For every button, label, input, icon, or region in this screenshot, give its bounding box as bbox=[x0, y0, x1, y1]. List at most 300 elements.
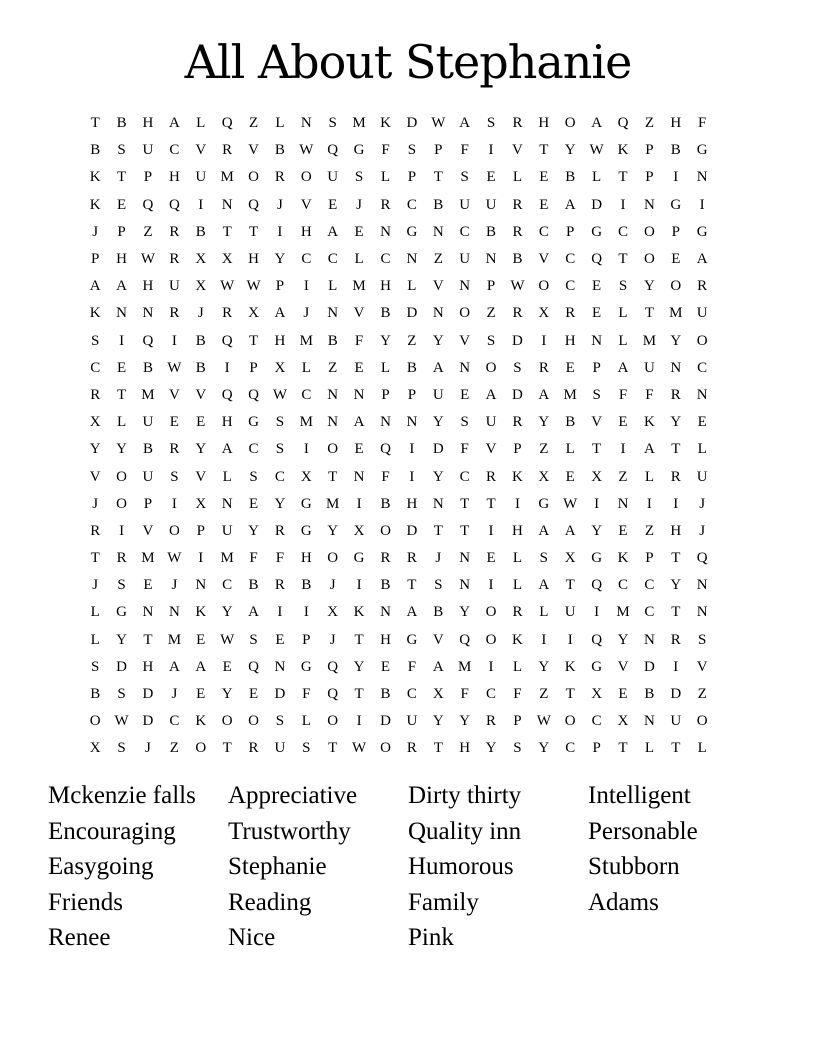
grid-cell[interactable]: X bbox=[591, 686, 603, 703]
grid-cell[interactable]: I bbox=[646, 495, 652, 512]
grid-cell[interactable]: A bbox=[168, 115, 180, 132]
grid-cell[interactable]: H bbox=[300, 223, 312, 240]
grid-cell[interactable]: O bbox=[327, 441, 339, 458]
grid-cell[interactable]: R bbox=[222, 305, 233, 322]
grid-cell[interactable]: C bbox=[565, 251, 576, 268]
grid-cell[interactable]: Z bbox=[644, 522, 654, 539]
grid-cell[interactable]: T bbox=[328, 468, 338, 485]
grid-cell[interactable]: N bbox=[459, 550, 471, 567]
grid-cell[interactable]: I bbox=[514, 495, 520, 512]
grid-cell[interactable]: Q bbox=[696, 550, 708, 567]
grid-cell[interactable]: W bbox=[510, 278, 525, 295]
grid-cell[interactable]: L bbox=[697, 441, 707, 458]
grid-cell[interactable]: V bbox=[538, 251, 550, 268]
grid-cell[interactable]: P bbox=[196, 522, 205, 539]
grid-cell[interactable]: L bbox=[354, 251, 364, 268]
grid-cell[interactable]: L bbox=[117, 414, 127, 431]
grid-cell[interactable]: Q bbox=[380, 441, 391, 458]
grid-cell[interactable]: Y bbox=[459, 604, 471, 621]
grid-cell[interactable]: I bbox=[277, 604, 283, 621]
grid-cell[interactable]: B bbox=[670, 142, 681, 159]
grid-cell[interactable]: J bbox=[197, 305, 204, 322]
grid-cell[interactable]: E bbox=[618, 686, 628, 703]
grid-cell[interactable]: F bbox=[460, 142, 469, 159]
grid-cell[interactable]: C bbox=[169, 713, 180, 730]
grid-cell[interactable]: P bbox=[513, 441, 522, 458]
grid-cell[interactable]: F bbox=[513, 686, 522, 703]
grid-cell[interactable]: K bbox=[195, 713, 207, 730]
grid-cell[interactable]: Q bbox=[327, 142, 339, 159]
grid-cell[interactable]: T bbox=[328, 740, 338, 757]
grid-cell[interactable]: E bbox=[539, 169, 549, 186]
grid-cell[interactable]: L bbox=[301, 713, 311, 730]
grid-cell[interactable]: S bbox=[539, 550, 548, 567]
grid-cell[interactable]: M bbox=[299, 414, 313, 431]
grid-cell[interactable]: R bbox=[512, 115, 523, 132]
grid-cell[interactable]: Y bbox=[538, 414, 550, 431]
grid-cell[interactable]: F bbox=[275, 550, 285, 567]
grid-cell[interactable]: R bbox=[565, 305, 576, 322]
grid-cell[interactable]: O bbox=[221, 713, 233, 730]
grid-cell[interactable]: E bbox=[196, 686, 206, 703]
grid-cell[interactable]: S bbox=[698, 631, 707, 648]
grid-cell[interactable]: C bbox=[406, 686, 417, 703]
grid-cell[interactable]: D bbox=[512, 332, 523, 349]
grid-cell[interactable]: C bbox=[248, 441, 259, 458]
grid-cell[interactable]: Q bbox=[142, 196, 154, 213]
grid-cell[interactable]: W bbox=[299, 142, 314, 159]
grid-cell[interactable]: Y bbox=[670, 577, 682, 594]
grid-cell[interactable]: P bbox=[117, 223, 126, 240]
grid-cell[interactable]: N bbox=[696, 604, 708, 621]
grid-cell[interactable]: M bbox=[563, 386, 577, 403]
grid-cell[interactable]: Y bbox=[617, 631, 629, 648]
grid-cell[interactable]: G bbox=[353, 142, 365, 159]
grid-cell[interactable]: B bbox=[380, 577, 391, 594]
grid-cell[interactable]: P bbox=[566, 223, 575, 240]
grid-cell[interactable]: B bbox=[380, 495, 391, 512]
grid-cell[interactable]: K bbox=[643, 414, 655, 431]
grid-cell[interactable]: Y bbox=[538, 658, 550, 675]
grid-cell[interactable]: N bbox=[221, 495, 233, 512]
grid-cell[interactable]: M bbox=[326, 495, 340, 512]
grid-cell[interactable]: E bbox=[671, 251, 681, 268]
grid-cell[interactable]: L bbox=[618, 305, 628, 322]
grid-cell[interactable]: P bbox=[434, 142, 443, 159]
grid-cell[interactable]: A bbox=[538, 386, 550, 403]
grid-cell[interactable]: U bbox=[696, 305, 708, 322]
grid-cell[interactable]: B bbox=[433, 196, 444, 213]
grid-cell[interactable]: F bbox=[698, 115, 707, 132]
grid-cell[interactable]: Q bbox=[327, 686, 339, 703]
grid-cell[interactable]: I bbox=[303, 278, 309, 295]
grid-cell[interactable]: Z bbox=[486, 305, 496, 322]
grid-cell[interactable]: I bbox=[673, 169, 679, 186]
grid-cell[interactable]: G bbox=[353, 550, 365, 567]
grid-cell[interactable]: P bbox=[592, 740, 601, 757]
grid-cell[interactable]: E bbox=[169, 414, 179, 431]
grid-cell[interactable]: I bbox=[541, 631, 547, 648]
grid-cell[interactable]: U bbox=[485, 414, 497, 431]
grid-cell[interactable]: A bbox=[221, 441, 233, 458]
grid-cell[interactable]: U bbox=[564, 604, 576, 621]
grid-cell[interactable]: I bbox=[198, 196, 204, 213]
grid-cell[interactable]: R bbox=[512, 223, 523, 240]
grid-cell[interactable]: Y bbox=[221, 686, 233, 703]
grid-cell[interactable]: K bbox=[512, 468, 523, 485]
grid-cell[interactable]: N bbox=[380, 414, 391, 431]
grid-cell[interactable]: X bbox=[538, 305, 550, 322]
grid-cell[interactable]: S bbox=[513, 740, 522, 757]
grid-cell[interactable]: Y bbox=[485, 740, 497, 757]
grid-cell[interactable]: A bbox=[432, 658, 444, 675]
grid-cell[interactable]: R bbox=[512, 305, 523, 322]
grid-cell[interactable]: I bbox=[620, 196, 626, 213]
grid-cell[interactable]: T bbox=[222, 740, 232, 757]
grid-cell[interactable]: M bbox=[642, 332, 657, 349]
grid-cell[interactable]: C bbox=[644, 577, 655, 594]
grid-cell[interactable]: X bbox=[274, 359, 286, 376]
grid-cell[interactable]: H bbox=[274, 332, 286, 349]
grid-cell[interactable]: B bbox=[195, 223, 206, 240]
grid-cell[interactable]: G bbox=[538, 495, 550, 512]
grid-cell[interactable]: J bbox=[699, 495, 706, 512]
grid-cell[interactable]: R bbox=[406, 550, 417, 567]
grid-cell[interactable]: V bbox=[168, 386, 180, 403]
grid-cell[interactable]: I bbox=[356, 495, 362, 512]
grid-cell[interactable]: A bbox=[538, 522, 550, 539]
grid-cell[interactable]: R bbox=[116, 550, 127, 567]
grid-cell[interactable]: S bbox=[117, 142, 126, 159]
grid-cell[interactable]: D bbox=[406, 522, 418, 539]
grid-cell[interactable]: W bbox=[246, 278, 261, 295]
grid-cell[interactable]: I bbox=[488, 522, 494, 539]
grid-cell[interactable]: R bbox=[169, 251, 180, 268]
grid-cell[interactable]: C bbox=[459, 468, 470, 485]
grid-cell[interactable]: T bbox=[433, 169, 443, 186]
grid-cell[interactable]: T bbox=[354, 631, 364, 648]
grid-cell[interactable]: Z bbox=[539, 441, 549, 458]
grid-cell[interactable]: K bbox=[89, 196, 101, 213]
grid-cell[interactable]: O bbox=[459, 305, 471, 322]
grid-cell[interactable]: Q bbox=[248, 658, 259, 675]
grid-cell[interactable]: B bbox=[274, 142, 285, 159]
grid-cell[interactable]: A bbox=[459, 115, 471, 132]
grid-cell[interactable]: Y bbox=[116, 441, 127, 458]
grid-cell[interactable]: E bbox=[196, 414, 206, 431]
grid-cell[interactable]: L bbox=[618, 332, 628, 349]
grid-cell[interactable]: O bbox=[538, 278, 550, 295]
grid-cell[interactable]: B bbox=[406, 359, 417, 376]
grid-cell[interactable]: C bbox=[459, 223, 470, 240]
grid-cell[interactable]: T bbox=[117, 169, 127, 186]
grid-cell[interactable]: M bbox=[220, 550, 234, 567]
grid-cell[interactable]: K bbox=[353, 604, 365, 621]
grid-cell[interactable]: N bbox=[300, 115, 312, 132]
grid-cell[interactable]: N bbox=[406, 414, 418, 431]
grid-cell[interactable]: X bbox=[195, 495, 207, 512]
grid-cell[interactable]: C bbox=[538, 223, 549, 240]
grid-cell[interactable]: A bbox=[274, 305, 286, 322]
grid-cell[interactable]: Y bbox=[195, 441, 207, 458]
grid-cell[interactable]: A bbox=[591, 115, 603, 132]
grid-cell[interactable]: T bbox=[248, 332, 259, 349]
grid-cell[interactable]: N bbox=[168, 604, 180, 621]
grid-cell[interactable]: U bbox=[142, 414, 154, 431]
grid-cell[interactable]: P bbox=[645, 142, 654, 159]
grid-cell[interactable]: I bbox=[303, 604, 309, 621]
grid-cell[interactable]: G bbox=[300, 658, 312, 675]
grid-cell[interactable]: T bbox=[354, 686, 364, 703]
grid-cell[interactable]: S bbox=[91, 332, 100, 349]
grid-cell[interactable]: N bbox=[142, 604, 154, 621]
grid-cell[interactable]: F bbox=[302, 686, 311, 703]
grid-cell[interactable]: Q bbox=[248, 386, 259, 403]
grid-cell[interactable]: Y bbox=[116, 631, 127, 648]
grid-cell[interactable]: D bbox=[406, 115, 418, 132]
grid-cell[interactable]: T bbox=[433, 740, 443, 757]
grid-cell[interactable]: N bbox=[327, 305, 339, 322]
grid-cell[interactable]: R bbox=[670, 468, 681, 485]
grid-cell[interactable]: I bbox=[620, 441, 626, 458]
grid-cell[interactable]: E bbox=[248, 686, 259, 703]
grid-cell[interactable]: S bbox=[328, 115, 337, 132]
grid-cell[interactable]: V bbox=[300, 196, 312, 213]
grid-cell[interactable]: N bbox=[406, 251, 418, 268]
grid-cell[interactable]: Y bbox=[591, 522, 603, 539]
grid-cell[interactable]: O bbox=[327, 550, 339, 567]
grid-cell[interactable]: L bbox=[407, 278, 417, 295]
grid-cell[interactable]: D bbox=[512, 386, 523, 403]
grid-cell[interactable]: R bbox=[90, 522, 101, 539]
grid-cell[interactable]: F bbox=[618, 386, 628, 403]
grid-cell[interactable]: T bbox=[618, 169, 628, 186]
grid-cell[interactable]: J bbox=[356, 196, 363, 213]
grid-cell[interactable]: B bbox=[565, 414, 576, 431]
grid-cell[interactable]: E bbox=[380, 658, 391, 675]
grid-cell[interactable]: I bbox=[119, 522, 125, 539]
grid-cell[interactable]: H bbox=[406, 495, 418, 512]
grid-cell[interactable]: N bbox=[617, 495, 629, 512]
grid-cell[interactable]: H bbox=[564, 332, 576, 349]
grid-cell[interactable]: V bbox=[512, 142, 523, 159]
grid-cell[interactable]: A bbox=[696, 251, 708, 268]
grid-cell[interactable]: L bbox=[644, 468, 654, 485]
grid-cell[interactable]: E bbox=[354, 441, 364, 458]
grid-cell[interactable]: O bbox=[670, 278, 682, 295]
grid-cell[interactable]: O bbox=[116, 495, 127, 512]
grid-cell[interactable]: L bbox=[196, 115, 206, 132]
grid-cell[interactable]: X bbox=[432, 686, 444, 703]
grid-cell[interactable]: Q bbox=[142, 332, 154, 349]
grid-cell[interactable]: U bbox=[485, 196, 497, 213]
grid-cell[interactable]: L bbox=[90, 604, 100, 621]
grid-cell[interactable]: G bbox=[696, 142, 708, 159]
grid-cell[interactable]: T bbox=[222, 223, 232, 240]
grid-cell[interactable]: V bbox=[617, 658, 629, 675]
grid-cell[interactable]: S bbox=[275, 713, 285, 730]
grid-cell[interactable]: O bbox=[696, 332, 708, 349]
grid-cell[interactable]: X bbox=[221, 251, 233, 268]
grid-cell[interactable]: B bbox=[380, 305, 391, 322]
grid-cell[interactable]: Y bbox=[380, 332, 391, 349]
grid-cell[interactable]: L bbox=[565, 441, 575, 458]
grid-cell[interactable]: W bbox=[536, 713, 551, 730]
grid-cell[interactable]: O bbox=[248, 169, 259, 186]
grid-cell[interactable]: A bbox=[564, 196, 576, 213]
grid-cell[interactable]: B bbox=[512, 251, 523, 268]
grid-cell[interactable]: Y bbox=[274, 495, 286, 512]
grid-cell[interactable]: N bbox=[459, 577, 471, 594]
grid-cell[interactable]: D bbox=[643, 658, 655, 675]
grid-cell[interactable]: A bbox=[538, 577, 550, 594]
grid-cell[interactable]: H bbox=[670, 522, 682, 539]
grid-cell[interactable]: L bbox=[90, 631, 100, 648]
grid-cell[interactable]: I bbox=[277, 223, 283, 240]
grid-cell[interactable]: V bbox=[591, 414, 603, 431]
grid-cell[interactable]: U bbox=[274, 740, 286, 757]
grid-cell[interactable]: V bbox=[195, 386, 207, 403]
grid-cell[interactable]: R bbox=[274, 522, 285, 539]
grid-cell[interactable]: Y bbox=[564, 142, 576, 159]
grid-cell[interactable]: M bbox=[352, 278, 366, 295]
grid-cell[interactable]: R bbox=[486, 468, 497, 485]
grid-cell[interactable]: G bbox=[300, 495, 312, 512]
grid-cell[interactable]: Y bbox=[459, 713, 471, 730]
grid-cell[interactable]: T bbox=[460, 522, 470, 539]
grid-cell[interactable]: H bbox=[142, 278, 154, 295]
grid-cell[interactable]: X bbox=[538, 468, 550, 485]
grid-cell[interactable]: T bbox=[248, 223, 259, 240]
grid-cell[interactable]: V bbox=[195, 142, 207, 159]
grid-cell[interactable]: E bbox=[539, 196, 549, 213]
grid-cell[interactable]: E bbox=[565, 359, 575, 376]
grid-cell[interactable]: T bbox=[407, 577, 417, 594]
grid-cell[interactable]: O bbox=[300, 169, 312, 186]
grid-cell[interactable]: X bbox=[617, 713, 629, 730]
grid-cell[interactable]: E bbox=[117, 196, 127, 213]
grid-cell[interactable]: N bbox=[591, 332, 603, 349]
grid-cell[interactable]: S bbox=[117, 577, 126, 594]
grid-cell[interactable]: T bbox=[433, 522, 443, 539]
grid-cell[interactable]: W bbox=[114, 713, 129, 730]
grid-cell[interactable]: L bbox=[512, 658, 523, 675]
grid-cell[interactable]: T bbox=[117, 386, 127, 403]
grid-cell[interactable]: A bbox=[564, 522, 576, 539]
grid-cell[interactable]: P bbox=[143, 169, 153, 186]
grid-cell[interactable]: O bbox=[564, 115, 576, 132]
grid-cell[interactable]: I bbox=[567, 631, 573, 648]
grid-cell[interactable]: L bbox=[328, 278, 338, 295]
grid-cell[interactable]: E bbox=[460, 386, 470, 403]
grid-cell[interactable]: Y bbox=[670, 332, 682, 349]
grid-cell[interactable]: I bbox=[594, 604, 600, 621]
grid-cell[interactable]: S bbox=[117, 740, 126, 757]
grid-cell[interactable]: E bbox=[354, 359, 364, 376]
grid-cell[interactable]: B bbox=[327, 332, 338, 349]
grid-cell[interactable]: L bbox=[539, 604, 549, 621]
grid-cell[interactable]: A bbox=[406, 604, 418, 621]
grid-cell[interactable]: M bbox=[141, 550, 155, 567]
grid-cell[interactable]: M bbox=[141, 386, 155, 403]
grid-cell[interactable]: Q bbox=[327, 658, 339, 675]
grid-cell[interactable]: P bbox=[381, 386, 390, 403]
grid-cell[interactable]: J bbox=[435, 550, 442, 567]
grid-cell[interactable]: Z bbox=[143, 223, 153, 240]
grid-cell[interactable]: H bbox=[116, 251, 127, 268]
grid-cell[interactable]: E bbox=[222, 658, 232, 675]
grid-cell[interactable]: E bbox=[592, 305, 602, 322]
grid-cell[interactable]: O bbox=[380, 740, 391, 757]
grid-cell[interactable]: Y bbox=[670, 414, 682, 431]
grid-cell[interactable]: I bbox=[673, 495, 679, 512]
grid-cell[interactable]: S bbox=[407, 142, 417, 159]
grid-cell[interactable]: O bbox=[195, 740, 207, 757]
grid-cell[interactable]: N bbox=[643, 713, 655, 730]
grid-cell[interactable]: N bbox=[485, 251, 497, 268]
grid-cell[interactable]: L bbox=[644, 740, 654, 757]
grid-cell[interactable]: R bbox=[670, 631, 681, 648]
grid-cell[interactable]: C bbox=[169, 142, 180, 159]
grid-cell[interactable]: M bbox=[220, 169, 234, 186]
grid-cell[interactable]: A bbox=[485, 386, 497, 403]
grid-cell[interactable]: B bbox=[565, 169, 576, 186]
grid-cell[interactable]: V bbox=[195, 468, 207, 485]
grid-cell[interactable]: Y bbox=[327, 522, 339, 539]
grid-cell[interactable]: W bbox=[167, 359, 182, 376]
grid-cell[interactable]: U bbox=[142, 468, 154, 485]
letter-grid[interactable] bbox=[82, 110, 742, 763]
grid-cell[interactable]: E bbox=[354, 223, 364, 240]
grid-cell[interactable]: H bbox=[142, 115, 154, 132]
grid-cell[interactable]: C bbox=[274, 468, 285, 485]
grid-cell[interactable]: G bbox=[591, 550, 603, 567]
grid-cell[interactable]: Y bbox=[538, 740, 550, 757]
grid-cell[interactable]: N bbox=[353, 468, 365, 485]
grid-cell[interactable]: V bbox=[248, 142, 259, 159]
grid-cell[interactable]: Y bbox=[432, 332, 444, 349]
grid-cell[interactable]: O bbox=[116, 468, 127, 485]
grid-cell[interactable]: H bbox=[300, 550, 312, 567]
grid-cell[interactable]: P bbox=[407, 169, 417, 186]
grid-cell[interactable]: O bbox=[485, 604, 497, 621]
grid-cell[interactable]: C bbox=[301, 251, 312, 268]
grid-cell[interactable]: N bbox=[696, 169, 708, 186]
grid-cell[interactable]: Z bbox=[328, 359, 338, 376]
grid-cell[interactable]: G bbox=[591, 223, 603, 240]
grid-cell[interactable]: Z bbox=[248, 115, 259, 132]
grid-cell[interactable]: B bbox=[195, 359, 206, 376]
grid-cell[interactable]: L bbox=[275, 115, 285, 132]
grid-cell[interactable]: F bbox=[645, 386, 654, 403]
grid-cell[interactable]: Q bbox=[591, 251, 603, 268]
grid-cell[interactable]: M bbox=[167, 631, 182, 648]
grid-cell[interactable]: E bbox=[196, 631, 206, 648]
grid-cell[interactable]: T bbox=[671, 441, 681, 458]
grid-cell[interactable]: S bbox=[618, 278, 628, 295]
grid-cell[interactable]: O bbox=[380, 522, 391, 539]
grid-cell[interactable]: P bbox=[645, 169, 654, 186]
grid-cell[interactable]: E bbox=[592, 278, 602, 295]
grid-cell[interactable]: H bbox=[670, 115, 682, 132]
grid-cell[interactable]: A bbox=[116, 278, 127, 295]
grid-cell[interactable]: J bbox=[92, 495, 99, 512]
grid-cell[interactable]: E bbox=[618, 414, 628, 431]
grid-cell[interactable]: C bbox=[644, 604, 655, 621]
grid-cell[interactable]: E bbox=[697, 414, 707, 431]
grid-cell[interactable]: F bbox=[249, 550, 258, 567]
grid-cell[interactable]: I bbox=[119, 332, 125, 349]
